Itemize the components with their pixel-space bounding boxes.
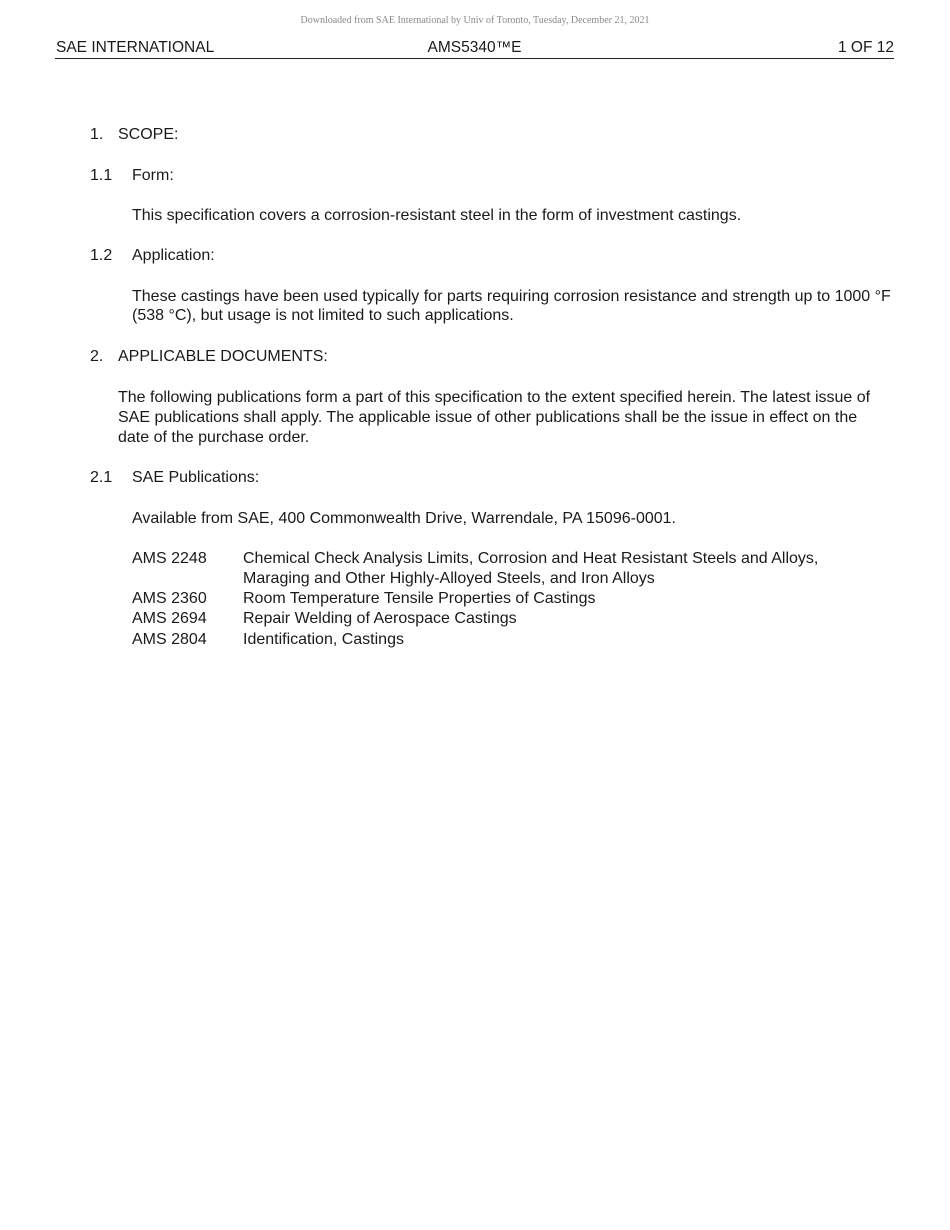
reference-code: AMS 2804 xyxy=(132,631,207,648)
section-2-1-number: 2.1 xyxy=(90,469,113,486)
section-2-number: 2. xyxy=(90,348,104,365)
reference-title: Room Temperature Tensile Properties of Castings xyxy=(243,590,596,607)
reference-code: AMS 2248 xyxy=(132,550,207,567)
reference-code: AMS 2694 xyxy=(132,610,207,627)
reference-title: Repair Welding of Aerospace Castings xyxy=(243,610,517,627)
section-2-title: APPLICABLE DOCUMENTS: xyxy=(118,348,328,365)
section-1-2-text: These castings have been used typically for parts requiring corrosion resistance and strength up to 1000 °F (538 °C), but usage is not limited to such applications. xyxy=(132,288,891,324)
page-header xyxy=(55,38,894,59)
section-1-number: 1. xyxy=(90,126,104,143)
section-2-text: The following publications form a part of this specification to the extent specified herein. The latest issue of SAE publications shall apply. The applicable issue of other publications shall be the issue in effect on the date of the purchase order. xyxy=(118,389,871,446)
header-page-number: 1 OF 12 xyxy=(838,39,894,56)
section-1-1-text: This specification covers a corrosion-resistant steel in the form of investment castings. xyxy=(132,207,742,224)
section-1-2-number: 1.2 xyxy=(90,247,113,264)
reference-code: AMS 2360 xyxy=(132,590,207,607)
section-1-1-title: Form: xyxy=(132,167,174,184)
section-2-1-text: Available from SAE, 400 Commonwealth Drive, Warrendale, PA 15096-0001. xyxy=(132,510,676,527)
reference-title: Identification, Castings xyxy=(243,631,404,648)
header-organization: SAE INTERNATIONAL xyxy=(56,39,215,56)
download-watermark: Downloaded from SAE International by Univ of Toronto, Tuesday, December 21, 2021 xyxy=(300,15,650,26)
section-2-1-title: SAE Publications: xyxy=(132,469,260,486)
section-1-2-title: Application: xyxy=(132,247,215,264)
section-1-1-number: 1.1 xyxy=(90,167,113,184)
header-document-id: AMS5340™E xyxy=(427,39,522,56)
section-1-title: SCOPE: xyxy=(118,126,179,143)
reference-title: Chemical Check Analysis Limits, Corrosion and Heat Resistant Steels and Alloys, Maraging and Other Highly-Alloyed Steels, and Iron Alloys xyxy=(243,550,819,587)
